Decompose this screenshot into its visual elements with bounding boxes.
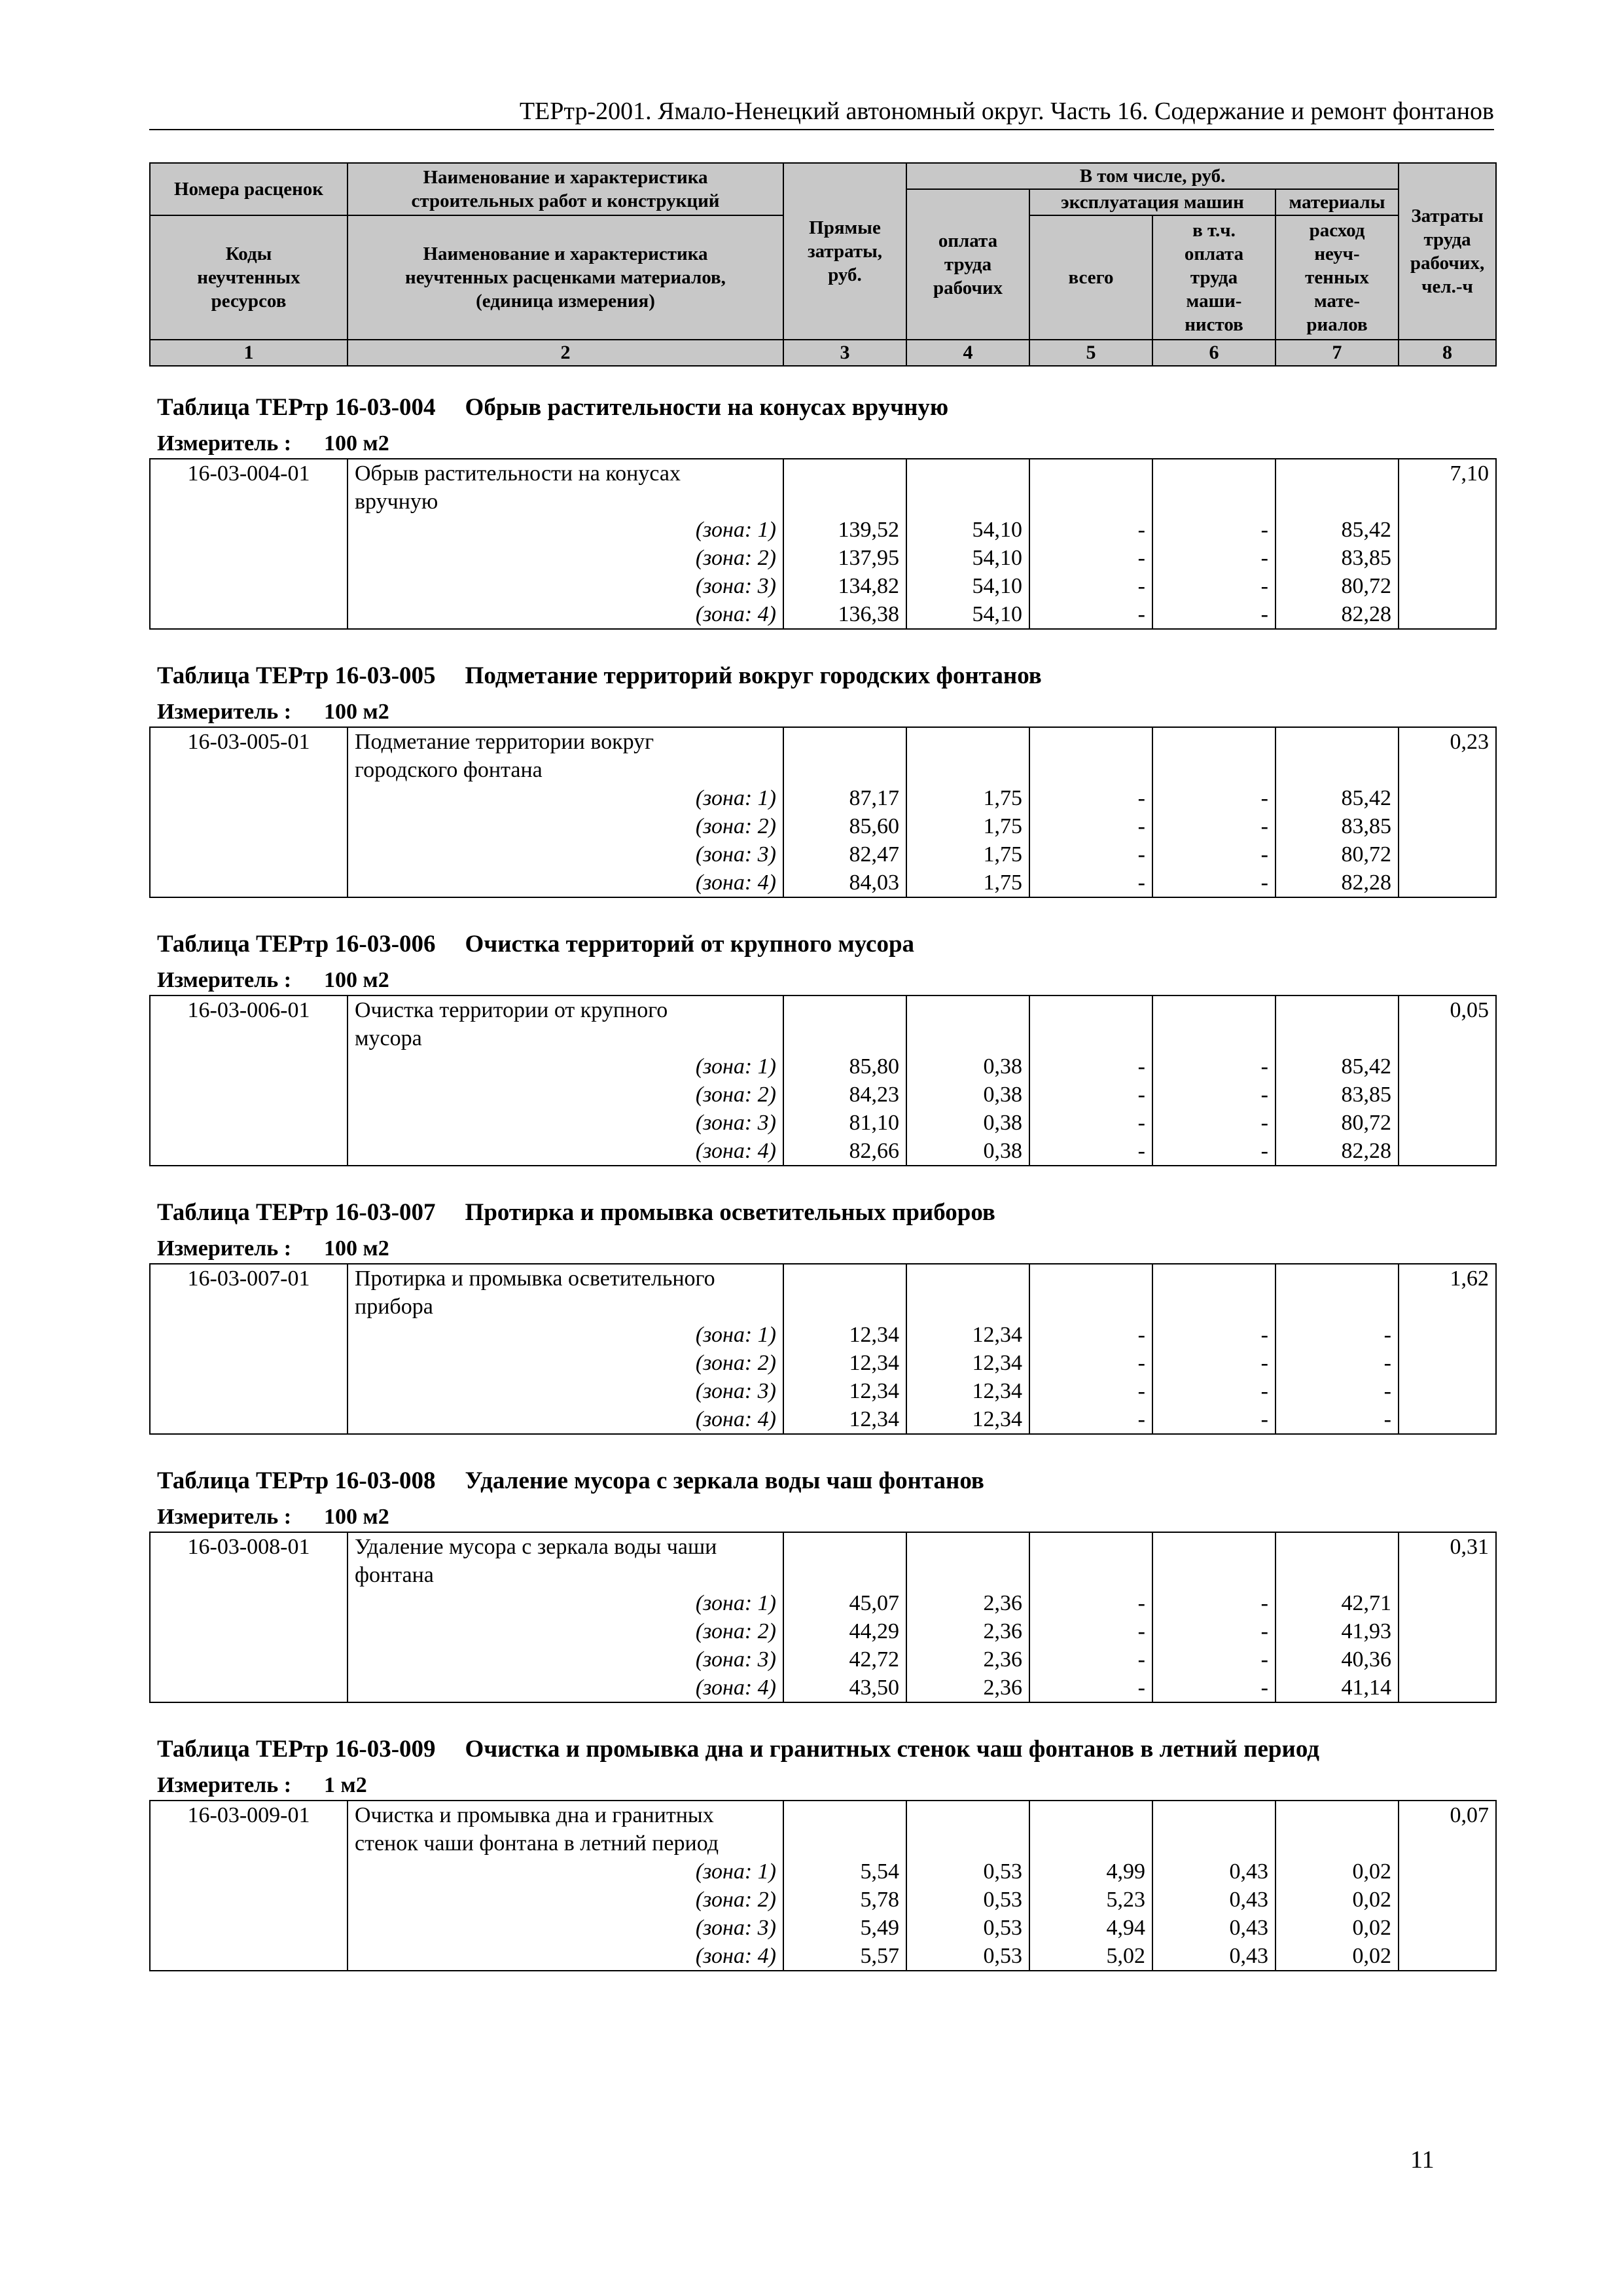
- machines-total: -: [1029, 1674, 1152, 1702]
- rate-table: [149, 995, 1497, 1166]
- header-work-name: Наименование и характеристика строительных работ и конструкций: [348, 163, 783, 215]
- worker-pay: 12,34: [906, 1405, 1029, 1434]
- materials: 41,93: [1275, 1617, 1399, 1645]
- rate-code: 16-03-004-01: [150, 459, 348, 488]
- table-name: Очистка и промывка дна и гранитных стенок чаш фонтанов в летний период: [465, 1736, 1319, 1763]
- machinist-pay: -: [1152, 1137, 1275, 1166]
- materials: 83,85: [1275, 812, 1399, 840]
- zone-label: (зона: 1): [348, 1321, 783, 1349]
- zone-row: [150, 1914, 1496, 1942]
- labor-costs: 0,31: [1399, 1532, 1496, 1561]
- unit-label: Измеритель :: [157, 968, 292, 992]
- worker-pay: 0,53: [906, 1942, 1029, 1971]
- machines-total: -: [1029, 600, 1152, 629]
- direct-costs: 12,34: [783, 1405, 906, 1434]
- worker-pay: 2,36: [906, 1589, 1029, 1617]
- zone-label: (зона: 3): [348, 572, 783, 600]
- machines-total: 5,02: [1029, 1942, 1152, 1971]
- zone-label: (зона: 4): [348, 869, 783, 897]
- table-code: Таблица ТЕРтр 16-03-009: [157, 1736, 436, 1763]
- worker-pay: 12,34: [906, 1377, 1029, 1405]
- direct-costs: 43,50: [783, 1674, 906, 1702]
- worker-pay: 0,53: [906, 1914, 1029, 1942]
- materials: -: [1275, 1405, 1399, 1434]
- zone-label: (зона: 4): [348, 1942, 783, 1971]
- machines-total: -: [1029, 1405, 1152, 1434]
- unit-value: 100 м2: [324, 1236, 389, 1261]
- zone-row: [150, 784, 1496, 812]
- labor-costs: 1,62: [1399, 1264, 1496, 1293]
- table-title: [157, 661, 1042, 691]
- machinist-pay: -: [1152, 1377, 1275, 1405]
- machines-total: -: [1029, 516, 1152, 544]
- machines-total: -: [1029, 544, 1152, 572]
- materials: 42,71: [1275, 1589, 1399, 1617]
- table-code: Таблица ТЕРтр 16-03-004: [157, 394, 436, 421]
- machines-total: -: [1029, 1617, 1152, 1645]
- direct-costs: 5,49: [783, 1914, 906, 1942]
- machinist-pay: -: [1152, 600, 1275, 629]
- zone-row: [150, 1081, 1496, 1109]
- direct-costs: 136,38: [783, 600, 906, 629]
- materials: -: [1275, 1377, 1399, 1405]
- worker-pay: 12,34: [906, 1349, 1029, 1377]
- table-name: Удаление мусора с зеркала воды чаш фонтанов: [465, 1467, 984, 1494]
- machinist-pay: -: [1152, 1617, 1275, 1645]
- rate-table: [149, 1532, 1497, 1703]
- unit-label: Измеритель :: [157, 1773, 292, 1797]
- zone-row: [150, 1349, 1496, 1377]
- worker-pay: 1,75: [906, 812, 1029, 840]
- unit-value: 100 м2: [324, 1505, 389, 1529]
- materials: 83,85: [1275, 544, 1399, 572]
- direct-costs: 84,03: [783, 869, 906, 897]
- rate-description-line: мусора: [348, 1024, 783, 1052]
- machinist-pay: -: [1152, 516, 1275, 544]
- worker-pay: 2,36: [906, 1674, 1029, 1702]
- machines-total: -: [1029, 840, 1152, 869]
- zone-label: (зона: 3): [348, 840, 783, 869]
- worker-pay: 0,53: [906, 1886, 1029, 1914]
- header-including: В том числе, руб.: [906, 163, 1399, 189]
- zone-row: [150, 572, 1496, 600]
- direct-costs: 139,52: [783, 516, 906, 544]
- column-number: 4: [906, 340, 1029, 366]
- zone-label: (зона: 1): [348, 1589, 783, 1617]
- direct-costs: 82,47: [783, 840, 906, 869]
- worker-pay: 54,10: [906, 516, 1029, 544]
- zone-label: (зона: 4): [348, 1405, 783, 1434]
- zone-row: [150, 544, 1496, 572]
- zone-label: (зона: 2): [348, 1886, 783, 1914]
- worker-pay: 2,36: [906, 1617, 1029, 1645]
- zone-row: [150, 812, 1496, 840]
- zone-row: [150, 1674, 1496, 1702]
- machines-total: -: [1029, 1081, 1152, 1109]
- materials: 80,72: [1275, 840, 1399, 869]
- zone-row: [150, 1617, 1496, 1645]
- unit-line: [157, 1236, 389, 1262]
- zone-label: (зона: 1): [348, 516, 783, 544]
- rate-description-line: прибора: [348, 1293, 783, 1321]
- materials: 41,14: [1275, 1674, 1399, 1702]
- zone-label: (зона: 1): [348, 1857, 783, 1886]
- table-title: [157, 393, 948, 423]
- machinist-pay: 0,43: [1152, 1886, 1275, 1914]
- direct-costs: 42,72: [783, 1645, 906, 1674]
- table-row: [150, 1264, 1496, 1293]
- worker-pay: 54,10: [906, 572, 1029, 600]
- direct-costs: 137,95: [783, 544, 906, 572]
- zone-label: (зона: 4): [348, 1674, 783, 1702]
- direct-costs: 87,17: [783, 784, 906, 812]
- worker-pay: 0,38: [906, 1081, 1029, 1109]
- rate-description-line: Обрыв растительности на конусах: [348, 459, 783, 488]
- machines-total: -: [1029, 1377, 1152, 1405]
- rate-code: 16-03-005-01: [150, 727, 348, 756]
- machinist-pay: 0,43: [1152, 1942, 1275, 1971]
- rate-description-line: городского фонтана: [348, 756, 783, 784]
- zone-row: [150, 1109, 1496, 1137]
- table-row: [150, 1561, 1496, 1589]
- header-material-name: Наименование и характеристика неучтенных расценками материалов, (единица измерения): [348, 215, 783, 340]
- labor-costs: 7,10: [1399, 459, 1496, 488]
- column-number: 8: [1399, 340, 1496, 366]
- machinist-pay: 0,43: [1152, 1857, 1275, 1886]
- direct-costs: 84,23: [783, 1081, 906, 1109]
- table-row: [150, 1532, 1496, 1561]
- column-header-table: [149, 162, 1497, 367]
- table-title: [157, 1734, 1319, 1765]
- machines-total: -: [1029, 572, 1152, 600]
- materials: 82,28: [1275, 600, 1399, 629]
- worker-pay: 12,34: [906, 1321, 1029, 1349]
- header-title: ТЕРтр-2001. Ямало-Ненецкий автономный округ. Часть 16. Содержание и ремонт фонтанов: [519, 98, 1494, 125]
- labor-costs: 0,23: [1399, 727, 1496, 756]
- rate-table: [149, 726, 1497, 898]
- page-number: 11: [1410, 2146, 1435, 2174]
- direct-costs: 12,34: [783, 1377, 906, 1405]
- machines-total: -: [1029, 812, 1152, 840]
- worker-pay: 1,75: [906, 784, 1029, 812]
- table-code: Таблица ТЕРтр 16-03-005: [157, 662, 436, 689]
- zone-row: [150, 869, 1496, 897]
- materials: -: [1275, 1349, 1399, 1377]
- direct-costs: 134,82: [783, 572, 906, 600]
- rate-description-line: стенок чаши фонтана в летний период: [348, 1829, 783, 1857]
- machinist-pay: -: [1152, 1405, 1275, 1434]
- worker-pay: 0,38: [906, 1137, 1029, 1166]
- direct-costs: 85,60: [783, 812, 906, 840]
- rate-description-line: вручную: [348, 488, 783, 516]
- worker-pay: 54,10: [906, 600, 1029, 629]
- materials: 80,72: [1275, 1109, 1399, 1137]
- unit-line: [157, 699, 389, 725]
- materials: 80,72: [1275, 572, 1399, 600]
- table-title: [157, 929, 914, 960]
- column-number: 1: [150, 340, 348, 366]
- table-code: Таблица ТЕРтр 16-03-007: [157, 1199, 436, 1226]
- materials: 0,02: [1275, 1942, 1399, 1971]
- materials: 82,28: [1275, 1137, 1399, 1166]
- machinist-pay: -: [1152, 572, 1275, 600]
- zone-label: (зона: 1): [348, 1052, 783, 1081]
- rate-table: [149, 1800, 1497, 1971]
- materials: 0,02: [1275, 1857, 1399, 1886]
- worker-pay: 2,36: [906, 1645, 1029, 1674]
- zone-row: [150, 1857, 1496, 1886]
- direct-costs: 5,78: [783, 1886, 906, 1914]
- table-row: [150, 756, 1496, 784]
- table-title: [157, 1466, 984, 1496]
- rate-code: 16-03-009-01: [150, 1801, 348, 1829]
- machinist-pay: -: [1152, 1589, 1275, 1617]
- machinist-pay: -: [1152, 544, 1275, 572]
- direct-costs: 12,34: [783, 1321, 906, 1349]
- machinist-pay: -: [1152, 1674, 1275, 1702]
- machines-total: 5,23: [1029, 1886, 1152, 1914]
- rate-description-line: Подметание территории вокруг: [348, 727, 783, 756]
- unit-label: Измеритель :: [157, 700, 292, 724]
- header-material-consumption: расход неуч- тенных мате- риалов: [1275, 215, 1399, 340]
- direct-costs: 45,07: [783, 1589, 906, 1617]
- direct-costs: 44,29: [783, 1617, 906, 1645]
- worker-pay: 0,38: [906, 1052, 1029, 1081]
- machinist-pay: -: [1152, 1349, 1275, 1377]
- machines-total: 4,99: [1029, 1857, 1152, 1886]
- zone-label: (зона: 2): [348, 544, 783, 572]
- unit-line: [157, 1504, 389, 1530]
- table-name: Протирка и промывка осветительных приборов: [465, 1199, 995, 1226]
- zone-row: [150, 1405, 1496, 1434]
- machinist-pay: -: [1152, 840, 1275, 869]
- zone-label: (зона: 3): [348, 1109, 783, 1137]
- worker-pay: 1,75: [906, 840, 1029, 869]
- zone-label: (зона: 2): [348, 1081, 783, 1109]
- zone-label: (зона: 4): [348, 600, 783, 629]
- column-number: 5: [1029, 340, 1152, 366]
- materials: 85,42: [1275, 784, 1399, 812]
- zone-label: (зона: 1): [348, 784, 783, 812]
- table-name: Обрыв растительности на конусах вручную: [465, 394, 949, 421]
- zone-label: (зона: 3): [348, 1645, 783, 1674]
- machines-total: -: [1029, 1052, 1152, 1081]
- unit-label: Измеритель :: [157, 1236, 292, 1261]
- header-resource-codes: Коды неучтенных ресурсов: [150, 215, 348, 340]
- machinist-pay: -: [1152, 812, 1275, 840]
- table-row: [150, 996, 1496, 1024]
- table-row: [150, 1829, 1496, 1857]
- direct-costs: 5,57: [783, 1942, 906, 1971]
- zone-label: (зона: 3): [348, 1914, 783, 1942]
- unit-line: [157, 1772, 367, 1799]
- column-number: 7: [1275, 340, 1399, 366]
- header-rate-numbers: Номера расценок: [150, 163, 348, 215]
- machines-total: 4,94: [1029, 1914, 1152, 1942]
- unit-line: [157, 431, 389, 457]
- machines-total: -: [1029, 1321, 1152, 1349]
- rate-code: 16-03-008-01: [150, 1532, 348, 1561]
- materials: 85,42: [1275, 516, 1399, 544]
- zone-row: [150, 516, 1496, 544]
- header-direct-costs: Прямые затраты, руб.: [783, 163, 906, 340]
- rate-table: [149, 458, 1497, 630]
- column-number: 3: [783, 340, 906, 366]
- table-row: [150, 1801, 1496, 1829]
- worker-pay: 0,38: [906, 1109, 1029, 1137]
- machinist-pay: -: [1152, 1109, 1275, 1137]
- machinist-pay: 0,43: [1152, 1914, 1275, 1942]
- machinist-pay: -: [1152, 1052, 1275, 1081]
- zone-row: [150, 1137, 1496, 1166]
- machines-total: -: [1029, 1349, 1152, 1377]
- zone-row: [150, 1886, 1496, 1914]
- rate-description-line: фонтана: [348, 1561, 783, 1589]
- table-row: [150, 488, 1496, 516]
- rate-code: 16-03-007-01: [150, 1264, 348, 1293]
- machines-total: -: [1029, 1109, 1152, 1137]
- page-header: [149, 95, 1494, 130]
- rate-code: 16-03-006-01: [150, 996, 348, 1024]
- unit-line: [157, 967, 389, 994]
- machines-total: -: [1029, 1137, 1152, 1166]
- worker-pay: 1,75: [906, 869, 1029, 897]
- table-row: [150, 1293, 1496, 1321]
- zone-row: [150, 1052, 1496, 1081]
- table-name: Подметание территорий вокруг городских фонтанов: [465, 662, 1042, 689]
- zone-row: [150, 840, 1496, 869]
- header-worker-pay: оплата труда рабочих: [906, 189, 1029, 340]
- worker-pay: 54,10: [906, 544, 1029, 572]
- labor-costs: 0,05: [1399, 996, 1496, 1024]
- direct-costs: 5,54: [783, 1857, 906, 1886]
- zone-row: [150, 1321, 1496, 1349]
- table-row: [150, 727, 1496, 756]
- unit-label: Измеритель :: [157, 431, 292, 456]
- direct-costs: 82,66: [783, 1137, 906, 1166]
- header-machinist-pay: в т.ч. оплата труда маши- нистов: [1152, 215, 1275, 340]
- machinist-pay: -: [1152, 1321, 1275, 1349]
- materials: 0,02: [1275, 1914, 1399, 1942]
- materials: 82,28: [1275, 869, 1399, 897]
- table-row: [150, 459, 1496, 488]
- zone-row: [150, 1377, 1496, 1405]
- zone-label: (зона: 2): [348, 812, 783, 840]
- zone-row: [150, 1645, 1496, 1674]
- unit-label: Измеритель :: [157, 1505, 292, 1529]
- labor-costs: 0,07: [1399, 1801, 1496, 1829]
- worker-pay: 0,53: [906, 1857, 1029, 1886]
- unit-value: 1 м2: [324, 1773, 367, 1797]
- table-title: [157, 1198, 995, 1228]
- header-labor-costs: Затраты труда рабочих, чел.-ч: [1399, 163, 1496, 340]
- zone-label: (зона: 4): [348, 1137, 783, 1166]
- unit-value: 100 м2: [324, 700, 389, 724]
- rate-description-line: Протирка и промывка осветительного: [348, 1264, 783, 1293]
- direct-costs: 85,80: [783, 1052, 906, 1081]
- unit-value: 100 м2: [324, 968, 389, 992]
- materials: 83,85: [1275, 1081, 1399, 1109]
- zone-row: [150, 1589, 1496, 1617]
- machinist-pay: -: [1152, 1081, 1275, 1109]
- zone-label: (зона: 2): [348, 1617, 783, 1645]
- machines-total: -: [1029, 869, 1152, 897]
- materials: 0,02: [1275, 1886, 1399, 1914]
- materials: 85,42: [1275, 1052, 1399, 1081]
- machinist-pay: -: [1152, 1645, 1275, 1674]
- column-number: 2: [348, 340, 783, 366]
- materials: 40,36: [1275, 1645, 1399, 1674]
- header-machines-total: всего: [1029, 215, 1152, 340]
- zone-row: [150, 1942, 1496, 1971]
- machines-total: -: [1029, 784, 1152, 812]
- table-name: Очистка территорий от крупного мусора: [465, 931, 915, 958]
- machinist-pay: -: [1152, 784, 1275, 812]
- header-materials: материалы: [1275, 189, 1399, 215]
- zone-row: [150, 600, 1496, 629]
- column-number: 6: [1152, 340, 1275, 366]
- table-code: Таблица ТЕРтр 16-03-008: [157, 1467, 436, 1494]
- machinist-pay: -: [1152, 869, 1275, 897]
- rate-description-line: Удаление мусора с зеркала воды чаши: [348, 1532, 783, 1561]
- rate-description-line: Очистка и промывка дна и гранитных: [348, 1801, 783, 1829]
- machines-total: -: [1029, 1645, 1152, 1674]
- rate-table: [149, 1263, 1497, 1435]
- zone-label: (зона: 2): [348, 1349, 783, 1377]
- header-machines: эксплуатация машин: [1029, 189, 1275, 215]
- materials: -: [1275, 1321, 1399, 1349]
- table-code: Таблица ТЕРтр 16-03-006: [157, 931, 436, 958]
- unit-value: 100 м2: [324, 431, 389, 456]
- direct-costs: 81,10: [783, 1109, 906, 1137]
- zone-label: (зона: 3): [348, 1377, 783, 1405]
- machines-total: -: [1029, 1589, 1152, 1617]
- table-row: [150, 1024, 1496, 1052]
- direct-costs: 12,34: [783, 1349, 906, 1377]
- rate-description-line: Очистка территории от крупного: [348, 996, 783, 1024]
